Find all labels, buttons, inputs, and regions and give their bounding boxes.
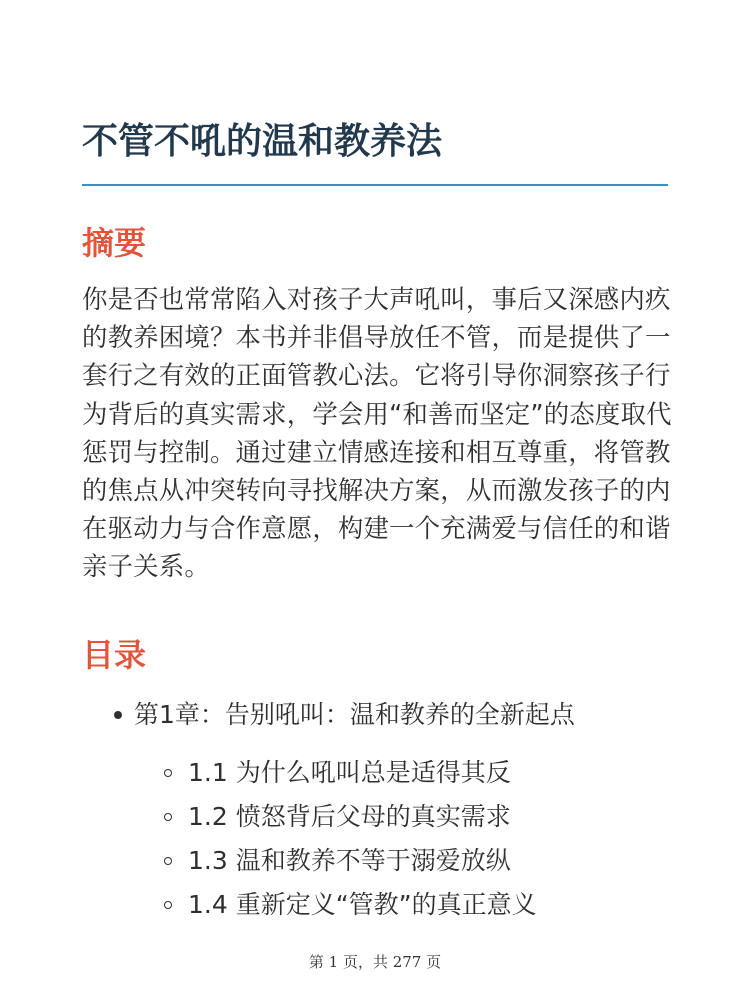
bullet-circle-icon	[164, 857, 172, 865]
toc-section-1-3[interactable]	[188, 844, 511, 878]
toc-section-label: 1.2 愤怒背后父母的真实需求	[188, 802, 511, 831]
toc-section-label: 1.4 重新定义“管教”的真正意义	[188, 890, 537, 919]
bullet-circle-icon	[164, 769, 172, 777]
toc-chapter-label: 第1章：告别吼叫：温和教养的全新起点	[134, 700, 575, 729]
title-divider	[82, 184, 668, 186]
summary-heading: 摘要	[82, 224, 147, 262]
summary-paragraph: 你是否也常常陷入对孩子大声吼叫，事后又深感内疚的教养困境？本书并非倡导放任不管，而是提供了一套行之有效的正面管教心法。它将引导你洞察孩子行为背后的真实需求，学会用“和善而坚定”的态度取代惩罚与控制。通过建立情感连接和相互尊重，将管教的焦点从冲突转向寻找解决方案，从而激发孩子的内在驱动力与合作意愿，构建一个充满爱与信任的和谐亲子关系。	[82, 284, 672, 582]
toc-heading: 目录	[82, 636, 147, 674]
bullet-circle-icon	[164, 813, 172, 821]
toc-chapter-1[interactable]	[134, 698, 575, 732]
toc-section-label: 1.1 为什么吼叫总是适得其反	[188, 758, 511, 787]
bullet-circle-icon	[164, 901, 172, 909]
toc-section-1-1[interactable]	[188, 756, 511, 790]
page-footer: 第 1 页，共 277 页	[308, 953, 442, 971]
toc-section-label: 1.3 温和教养不等于溺爱放纵	[188, 846, 511, 875]
book-title: 不管不吼的温和教养法	[82, 121, 443, 162]
toc-section-1-2[interactable]	[188, 800, 511, 834]
bullet-disc-icon	[114, 711, 122, 719]
toc-section-1-4[interactable]	[188, 888, 537, 922]
